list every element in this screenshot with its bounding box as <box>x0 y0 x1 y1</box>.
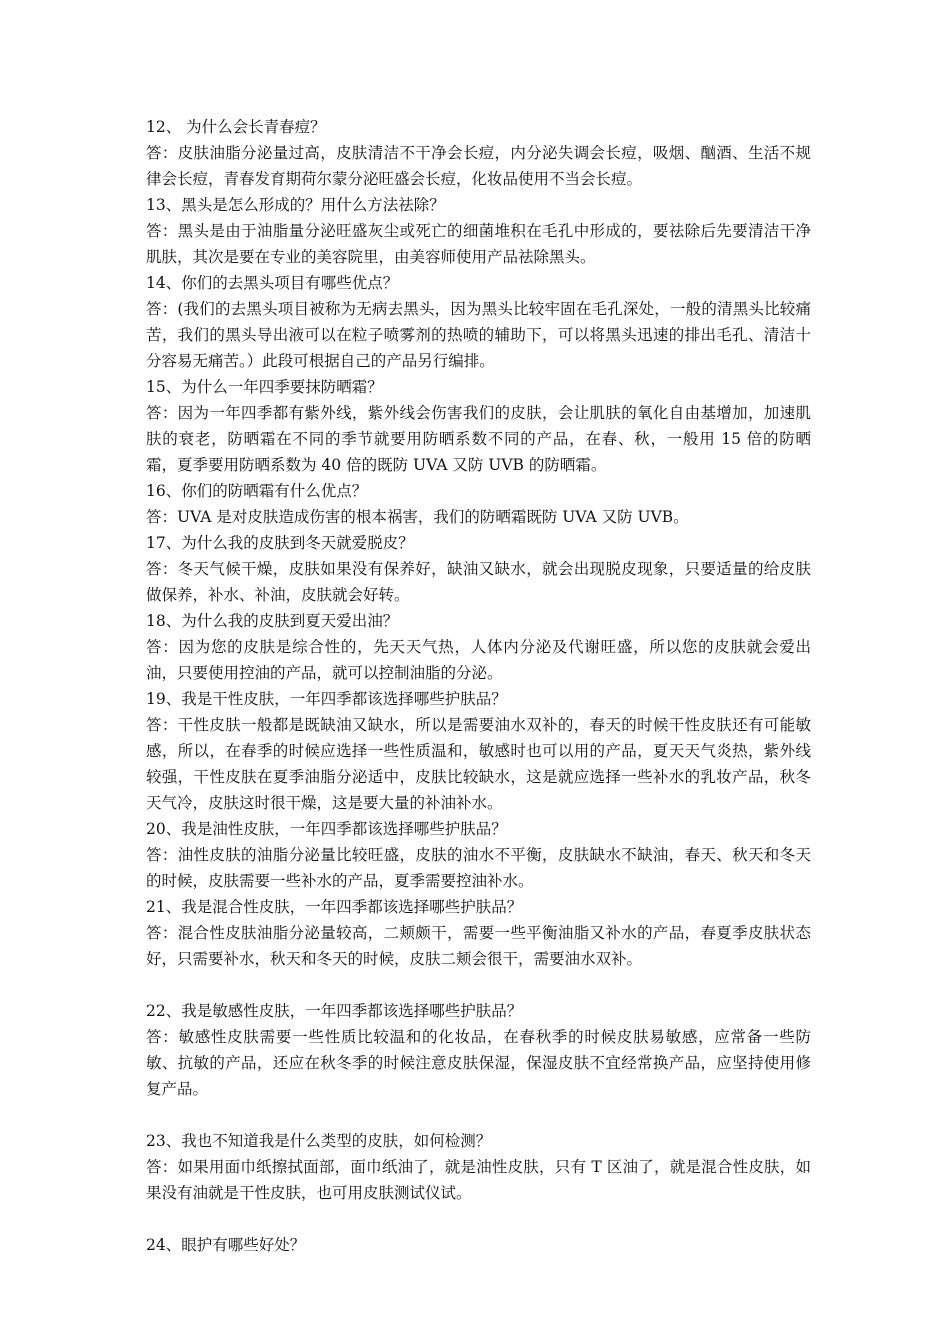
question-22: 22、我是敏感性皮肤，一年四季都该选择哪些护肤品？ <box>146 1002 523 1020</box>
answer-23: 答：如果用面巾纸擦拭面部，面巾纸油了，就是油性皮肤，只有 T 区油了，就是混合性皮肤，如果没有油就是干性皮肤，也可用皮肤测试仪试。 <box>146 1158 811 1202</box>
answer-15: 答：因为一年四季都有紫外线，紫外线会伤害我们的皮肤，会让肌肤的氧化自由基增加，加速肌肤的衰老，防晒霜在不同的季节就要用防晒系数不同的产品，在春、秋，一般用 15 倍的防晒霜，夏季要用防晒系数为 40 倍的既防 UVA 又防 UVB 的防晒霜。 <box>146 404 811 474</box>
qa-item-14 <box>146 270 811 374</box>
question-14: 14、你们的去黑头项目有哪些优点？ <box>146 274 399 292</box>
answer-20: 答：油性皮肤的油脂分泌量比较旺盛，皮肤的油水不平衡，皮肤缺水不缺油，春天、秋天和冬天的时候，皮肤需要一些补水的产品，夏季需要控油补水。 <box>146 846 811 890</box>
question-12: 12、 为什么会长青春痘？ <box>146 118 326 136</box>
question-15: 15、为什么一年四季要抹防晒霜？ <box>146 378 383 396</box>
qa-item-17 <box>146 530 811 608</box>
qa-item-18 <box>146 608 811 686</box>
question-17: 17、为什么我的皮肤到冬天就爱脱皮？ <box>146 534 414 552</box>
question-20: 20、我是油性皮肤，一年四季都该选择哪些护肤品？ <box>146 820 507 838</box>
answer-13: 答：黑头是由于油脂量分泌旺盛灰尘或死亡的细菌堆积在毛孔中形成的，要祛除后先要清洁干净肌肤，其次是要在专业的美容院里，由美容师使用产品祛除黑头。 <box>146 222 811 266</box>
question-23: 23、我也不知道我是什么类型的皮肤，如何检测？ <box>146 1132 492 1150</box>
answer-12: 答：皮肤油脂分泌量过高，皮肤清洁不干净会长痘，内分泌失调会长痘，吸烟、酗酒、生活不规律会长痘，青春发育期荷尔蒙分泌旺盛会长痘，化妆品使用不当会长痘。 <box>146 144 811 188</box>
qa-item-12 <box>146 114 811 192</box>
qa-item-21 <box>146 894 811 972</box>
qa-item-23 <box>146 1128 811 1206</box>
question-19: 19、我是干性皮肤，一年四季都该选择哪些护肤品？ <box>146 690 507 708</box>
qa-item-22 <box>146 998 811 1102</box>
question-16: 16、你们的防晒霜有什么优点？ <box>146 482 368 500</box>
qa-item-15 <box>146 374 811 478</box>
question-18: 18、为什么我的皮肤到夏天爱出油？ <box>146 612 399 630</box>
qa-item-24 <box>146 1232 811 1258</box>
answer-14: 答：(我们的去黑头项目被称为无病去黑头，因为黑头比较牢固在毛孔深处，一般的清黑头比较痛苦，我们的黑头导出液可以在粒子喷雾剂的热喷的辅助下，可以将黑头迅速的排出毛孔、清洁十分容易无痛苦。）此段可根据自己的产品另行编排。 <box>146 300 811 370</box>
answer-21: 答：混合性皮肤油脂分泌量较高，二颊颇干，需要一些平衡油脂又补水的产品，春夏季皮肤状态好，只需要补水，秋天和冬天的时候，皮肤二颊会很干，需要油水双补。 <box>146 924 811 968</box>
question-13: 13、黑头是怎么形成的？用什么方法祛除？ <box>146 196 445 214</box>
answer-18: 答：因为您的皮肤是综合性的，先天天气热，人体内分泌及代谢旺盛，所以您的皮肤就会爱出油，只要使用控油的产品，就可以控制油脂的分泌。 <box>146 638 811 682</box>
answer-16: 答：UVA 是对皮肤造成伤害的根本祸害，我们的防晒霜既防 UVA 又防 UVB。 <box>146 508 689 526</box>
document-page <box>146 114 811 1258</box>
qa-item-13 <box>146 192 811 270</box>
question-21: 21、我是混合性皮肤，一年四季都该选择哪些护肤品？ <box>146 898 523 916</box>
answer-19: 答：干性皮肤一般都是既缺油又缺水，所以是需要油水双补的，春天的时候干性皮肤还有可能敏感，所以，在春季的时候应选择一些性质温和，敏感时也可以用的产品，夏天天气炎热，紫外线较强，干性皮肤在夏季油脂分泌适中，皮肤比较缺水，这是就应选择一些补水的乳妆产品，秋冬天气冷，皮肤这时很干燥，这是要大量的补油补水。 <box>146 716 811 812</box>
qa-item-20 <box>146 816 811 894</box>
question-24: 24、眼护有哪些好处？ <box>146 1236 306 1254</box>
qa-item-19 <box>146 686 811 816</box>
qa-item-16 <box>146 478 811 530</box>
answer-22: 答：敏感性皮肤需要一些性质比较温和的化妆品，在春秋季的时候皮肤易敏感，应常备一些防敏、抗敏的产品，还应在秋冬季的时候注意皮肤保湿，保湿皮肤不宜经常换产品，应坚持使用修复产品。 <box>146 1028 811 1098</box>
answer-17: 答：冬天气候干燥，皮肤如果没有保养好，缺油又缺水，就会出现脱皮现象，只要适量的给皮肤做保养，补水、补油，皮肤就会好转。 <box>146 560 811 604</box>
